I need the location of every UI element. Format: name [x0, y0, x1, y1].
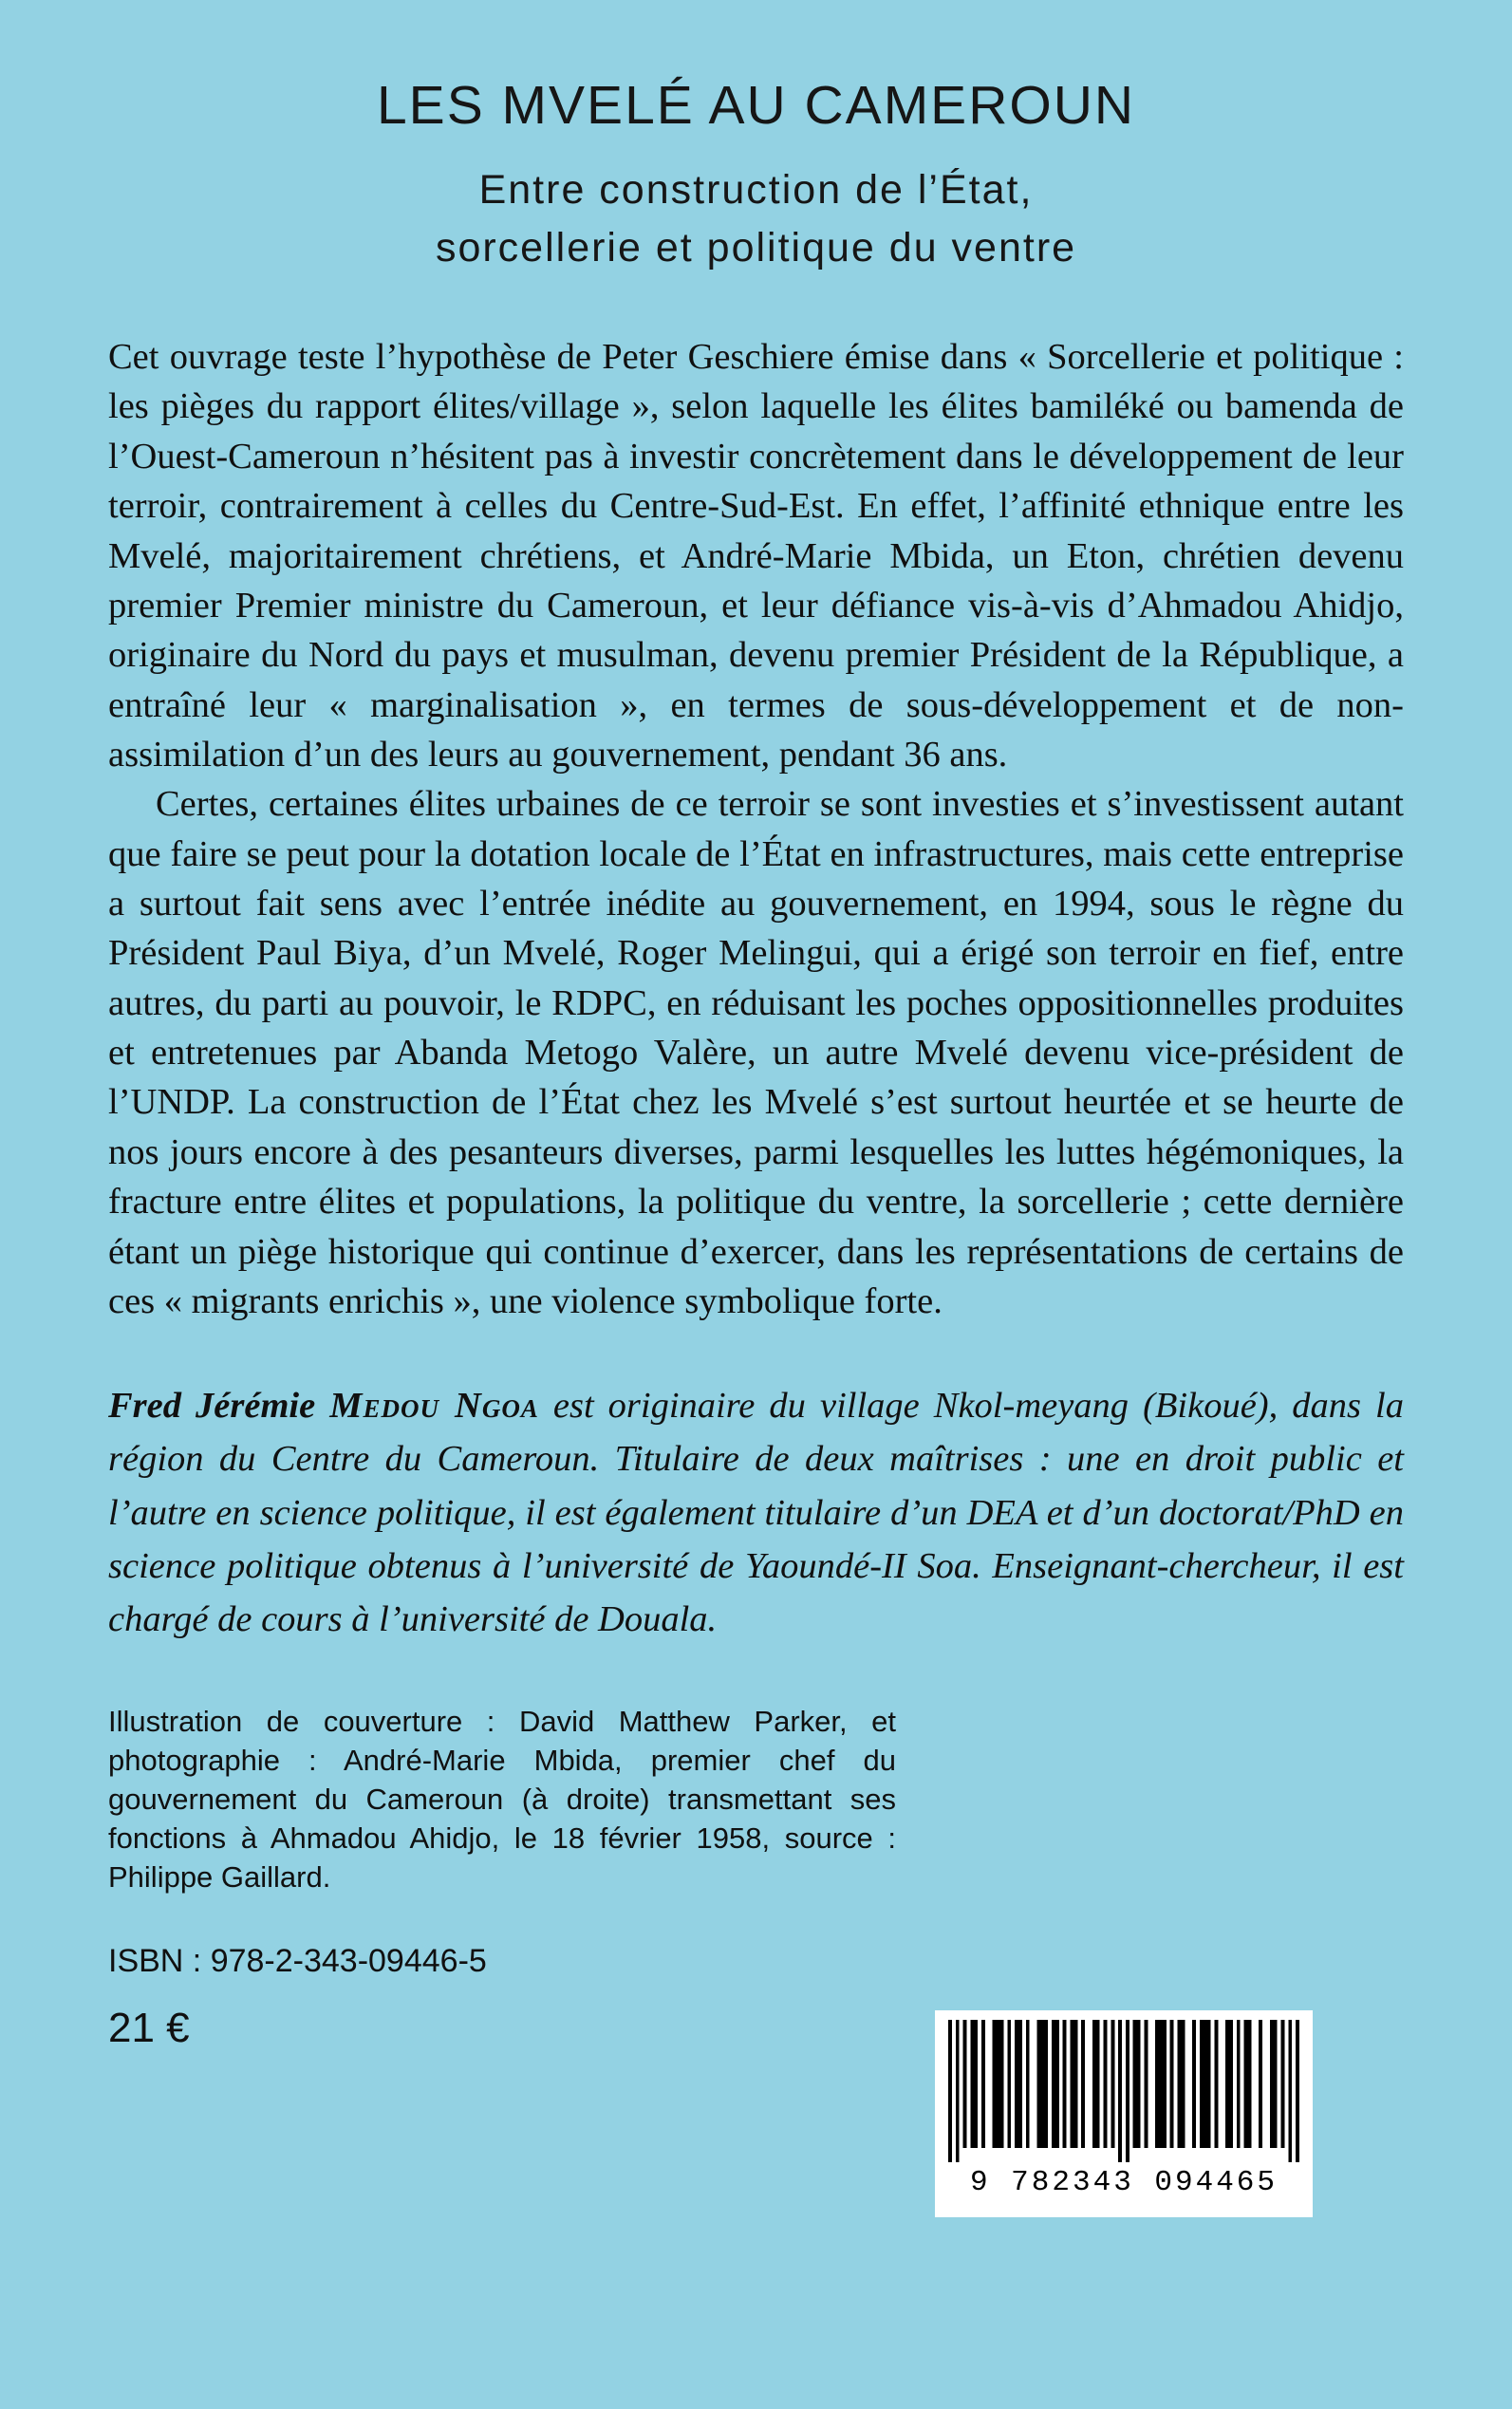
author-bio-text: est originaire du village Nkol-meyang (Bikoué), dans la région du Centre du Cameroun. Titulaire de deux maîtrises : une en droit public et l’autre en science politique, il est également titulaire d’un DEA et d’un doctorat/PhD en science politique obtenus à l’université de Yaoundé-II Soa. Enseignant-chercheur, il est chargé de cours à l’université de Douala. [108, 1386, 1405, 1640]
price-text: 21 € [108, 2004, 190, 2051]
synopsis-paragraph-2: Certes, certaines élites urbaines de ce terroir se sont investies et s’investissent autant que faire se peut pour la dotation locale de l’État en infrastructures, mais cette entreprise a surtout fait sens avec l’entrée inédite au gouvernement, en 1994, sous le règne du Président Paul Biya, d’un Mvelé, Roger Melingui, qui a érigé son terroir en fief, entre autres, du parti au pouvoir, le RDPC, en réduisant les poches oppositionnelles produites et entretenues par Abanda Metogo Valère, un autre Mvelé devenu vice-président de l’UNDP. La construction de l’État chez les Mvelé s’est surtout heurtée et se heurte de nos jours encore à des pesanteurs diverses, parmi lesquelles les luttes hégémoniques, la fracture entre élites et populations, la politique du ventre, la sorcellerie ; cette dernière étant un piège historique qui continue d’exercer, dans les représentations de certains de ces « migrants enrichis », une violence symbolique forte. [108, 784, 1404, 1321]
book-title: LES MVELÉ AU CAMEROUN [376, 75, 1136, 136]
barcode-number: 9 782343 094465 [969, 2166, 1279, 2199]
author-bio [108, 1379, 1404, 1646]
synopsis-paragraph-1: Cet ouvrage teste l’hypothèse de Peter Geschiere émise dans « Sorcellerie et politique : les pièges du rapport élites/village », selon laquelle les élites bamiléké ou bamenda de l’Ouest-Cameroun n’hésitent pas à investir concrètement dans le développement de leur terroir, contrairement à celles du Centre-Sud-Est. En effet, l’affinité ethnique entre les Mvelé, majoritairement chrétiens, et André-Marie Mbida, un Eton, chrétien devenu premier Premier ministre du Cameroun, et leur défiance vis-à-vis d’Ahmadou Ahidjo, originaire du Nord du pays et musulman, devenu premier Président de la République, a entraîné leur « marginalisation », en termes de sous-développement et de non-assimilation d’un des leurs au gouvernement, pendant 36 ans. [108, 337, 1404, 775]
isbn-text: ISBN : 978-2-343-09446-5 [108, 1942, 487, 1979]
author-last-names: Medou Ngoa [329, 1386, 539, 1427]
header [0, 0, 1512, 277]
cover-illustration-credit: Illustration de couverture : David Matthew Parker, et photographie : André-Marie Mbida, premier chef du gouvernement du Cameroun (à droite) transmettant ses fonctions à Ahmadou Ahidjo, le 18 février 1958, source : Philippe Gaillard. [108, 1705, 896, 1894]
subtitle-line-2: sorcellerie et politique du ventre [435, 225, 1077, 271]
subtitle-line-1: Entre construction de l’État, [478, 167, 1034, 213]
book-subtitle [0, 161, 1512, 277]
synopsis [108, 332, 1404, 1326]
barcode-image [948, 2020, 1299, 2162]
author-first-names: Fred Jérémie [108, 1386, 330, 1427]
barcode [935, 2010, 1313, 2217]
author-bio-paragraph [108, 1379, 1404, 1646]
